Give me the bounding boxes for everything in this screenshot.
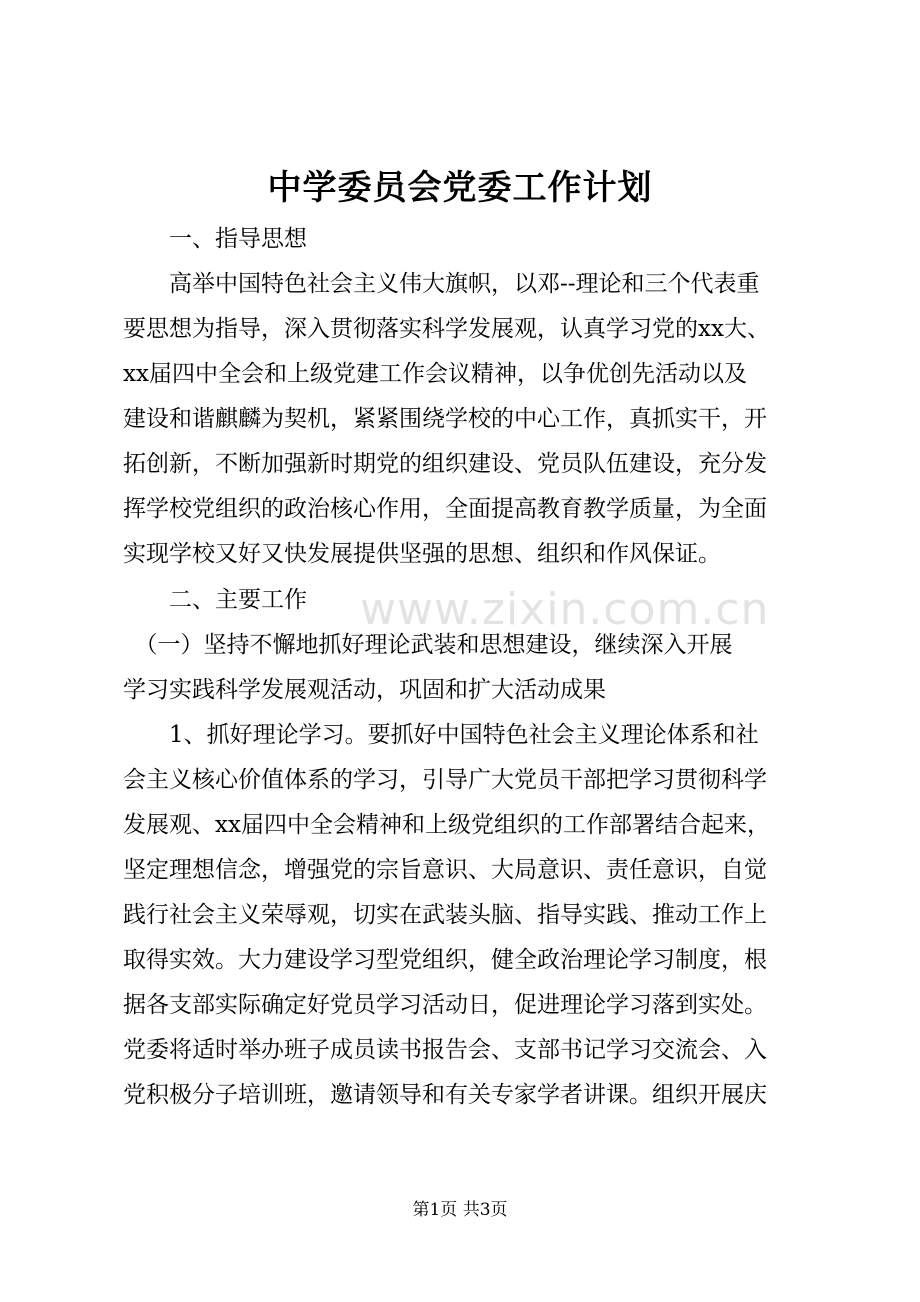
text-line: 党委将适时举办班子成员读书报告会、支部书记学习交流会、入 xyxy=(123,1037,767,1063)
text-line: 1、抓好理论学习。要抓好中国特色社会主义理论体系和社 xyxy=(123,722,759,748)
text-line: 取得实效。大力建设学习型党组织，健全政治理论学习制度，根 xyxy=(123,947,767,973)
text-line: 要思想为指导，深入贯彻落实科学发展观，认真学习党的xx大、 xyxy=(123,316,770,342)
section-heading: 一、指导思想 xyxy=(123,226,307,252)
text-line: 坚定理想信念，增强党的宗旨意识、大局意识、责任意识，自觉 xyxy=(123,857,767,883)
watermark: www.zixin.com.cn xyxy=(360,584,770,635)
text-line: 发展观、xx届四中全会精神和上级党组织的工作部署结合起来， xyxy=(123,812,770,838)
document-title: 中学委员会党委工作计划 xyxy=(267,168,653,208)
text-line: 建设和谐麒麟为契机，紧紧围绕学校的中心工作，真抓实干，开 xyxy=(123,406,767,432)
text-line: 践行社会主义荣辱观，切实在武装头脑、指导实践、推动工作上 xyxy=(123,902,767,928)
page-footer: 第1页 共3页 xyxy=(412,1200,508,1220)
text-line: 实现学校又好又快发展提供坚强的思想、组织和作风保证。 xyxy=(123,541,721,567)
text-line: 党积极分子培训班，邀请领导和有关专家学者讲课。组织开展庆 xyxy=(123,1082,767,1108)
text-line: 拓创新，不断加强新时期党的组织建设、党员队伍建设，充分发 xyxy=(123,451,767,477)
text-line: 挥学校党组织的政治核心作用，全面提高教育教学质量，为全面 xyxy=(123,496,767,522)
text-line: 会主义核心价值体系的学习，引导广大党员干部把学习贯彻科学 xyxy=(123,767,767,793)
subsection-heading: （一）坚持不懈地抓好理论武装和思想建设，继续深入开展 xyxy=(123,632,733,658)
text-line: 学习实践科学发展观活动，巩固和扩大活动成果 xyxy=(123,677,606,703)
text-line: xx届四中全会和上级党建工作会议精神，以争优创先活动以及 xyxy=(123,361,747,387)
text-line: 据各支部实际确定好党员学习活动日，促进理论学习落到实处。 xyxy=(123,992,767,1018)
text-line: 高举中国特色社会主义伟大旗帜，以邓--理论和三个代表重 xyxy=(123,271,760,297)
section-heading: 二、主要工作 xyxy=(123,587,307,613)
